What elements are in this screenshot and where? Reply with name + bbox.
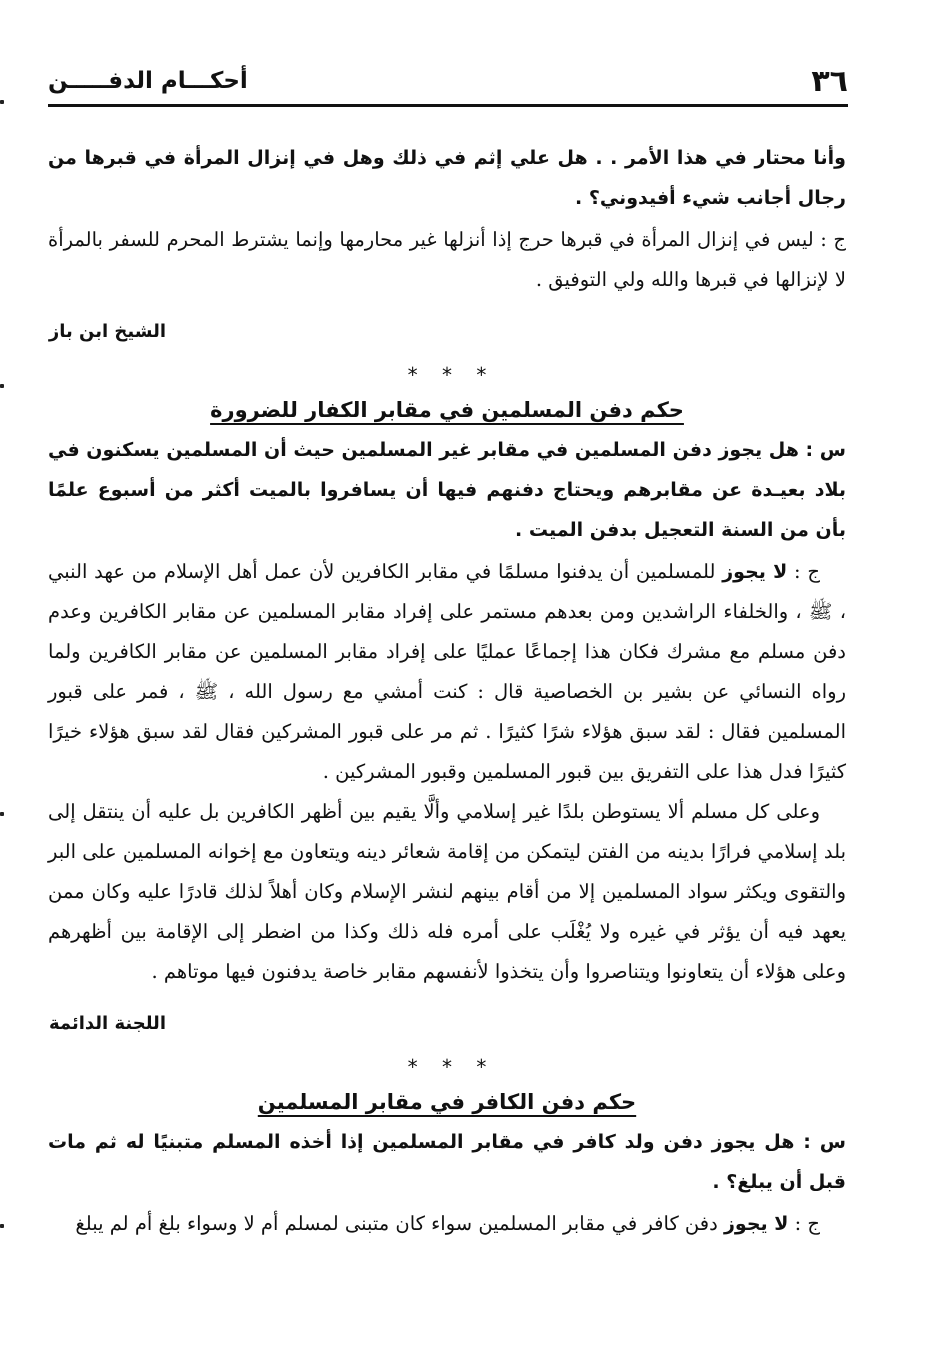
answer-2-bold: لا يجوز (722, 561, 788, 583)
scan-edge-mark (0, 812, 4, 816)
section-title-2: حكم دفن المسلمين في مقابر الكفار للضرورة (210, 398, 684, 422)
answer-3-rest: دفن كافر في مقابر المسلمين سواء كان متبنى لمسلم أم لا وسواء بلغ أم لم يبلغ (75, 1212, 724, 1235)
question-continuation: وأنا محتار في هذا الأمر . . هل علي إثم في ذلك وهل في إنزال المرأة في قبرها من رجال أجانب شيء أفيدوني؟ . (48, 147, 846, 209)
section-divider-2: * * * (407, 1055, 487, 1079)
answer-3-prefix: ج : (788, 1212, 820, 1235)
answer-3 (48, 1204, 846, 1244)
answer-2 (48, 552, 846, 792)
answer-3-bold: لا يجوز (723, 1213, 789, 1235)
page-body (48, 138, 846, 1244)
page-header (48, 62, 848, 102)
answer-2-rest: للمسلمين أن يدفنوا مسلمًا في مقابر الكافرين لأن عمل أهل الإسلام من عهد النبي ، ﷺ ، والخلفاء الراشدين ومن بعدهم مستمر على إفراد مقابر المسلمين عن مقابر الكافرين وعدم دفن مسلم مع مشرك فكان هذا إجماعًا عمليًا على إفراد مقابر المسلمين عن مقابر الكافرين ولما رواه النسائي عن بشير بن الخصاصية قال : كنت أمشي مع رسول الله ، ﷺ ، فمر على قبور المسلمين فقال : لقد سبق هؤلاء شرًا كثيرًا . ثم مر على قبور المشركين فقال لقد سبق هؤلاء خيرًا كثيرًا فدل هذا على التفريق بين قبور المسلمين وقبور المشركين . (48, 560, 846, 783)
header-rule (48, 104, 848, 107)
answer-2-paragraph-2: وعلى كل مسلم ألا يستوطن بلدًا غير إسلامي وألَّا يقيم بين أظهر الكافرين بل عليه أن ينتقل إلى بلد إسلامي فرارًا بدينه من الفتن ليتمكن من إقامة شعائر دينه ويتعاون مع إخوانه المسلمين على البر والتقوى ويكثر سواد المسلمين إلا من أقام بينهم لنشر الإسلام وكان أهلاً لذلك قادرًا عليه وكان ممن يعهد فيه أن يؤثر في غيره ولا يُغْلَب على أمره فله ذلك وكذا من اضطر إلى الإقامة بين أظهرهم وعلى هؤلاء أن يتعاونوا ويتناصروا وأن يتخذوا لأنفسهم مقابر خاصة يدفنون فيها موتاهم . (48, 800, 846, 983)
section-title-3: حكم دفن الكافر في مقابر المسلمين (257, 1090, 637, 1114)
scan-edge-mark (0, 384, 4, 388)
question-2: س : هل يجوز دفن المسلمين في مقابر غير المسلمين حيث أن المسلمين يسكنون في بلاد بعيـدة عن مقابرهم ويحتاج دفنهم فيها أن يسافروا بالميت أكثر من أسبوع علمًا بأن من السنة التعجيل بدفن الميت . (48, 439, 846, 541)
answer-2-prefix: ج : (787, 560, 820, 583)
signature-ibn-baz: الشيخ ابن باز (48, 321, 166, 342)
running-title: أحكـــام الدفـــــن (48, 68, 248, 94)
scan-edge-mark (0, 100, 4, 104)
answer-1: ج : ليس في إنزال المرأة في قبرها حرج إذا أنزلها غير محارمها وإنما يشترط المحرم للسفر بالمرأة لا لإنزالها في قبرها والله ولي التوفيق . (48, 228, 846, 291)
scan-edge-mark (0, 1224, 4, 1228)
section-divider-1: * * * (407, 363, 487, 387)
signature-permanent-committee: اللجنة الدائمة (48, 1013, 166, 1034)
page-number: ٣٦ (811, 64, 848, 99)
question-3: س : هل يجوز دفن ولد كافر في مقابر المسلمين إذا أخذه المسلم متبنيًا له ثم مات قبل أن يبلغ؟ . (48, 1131, 846, 1193)
